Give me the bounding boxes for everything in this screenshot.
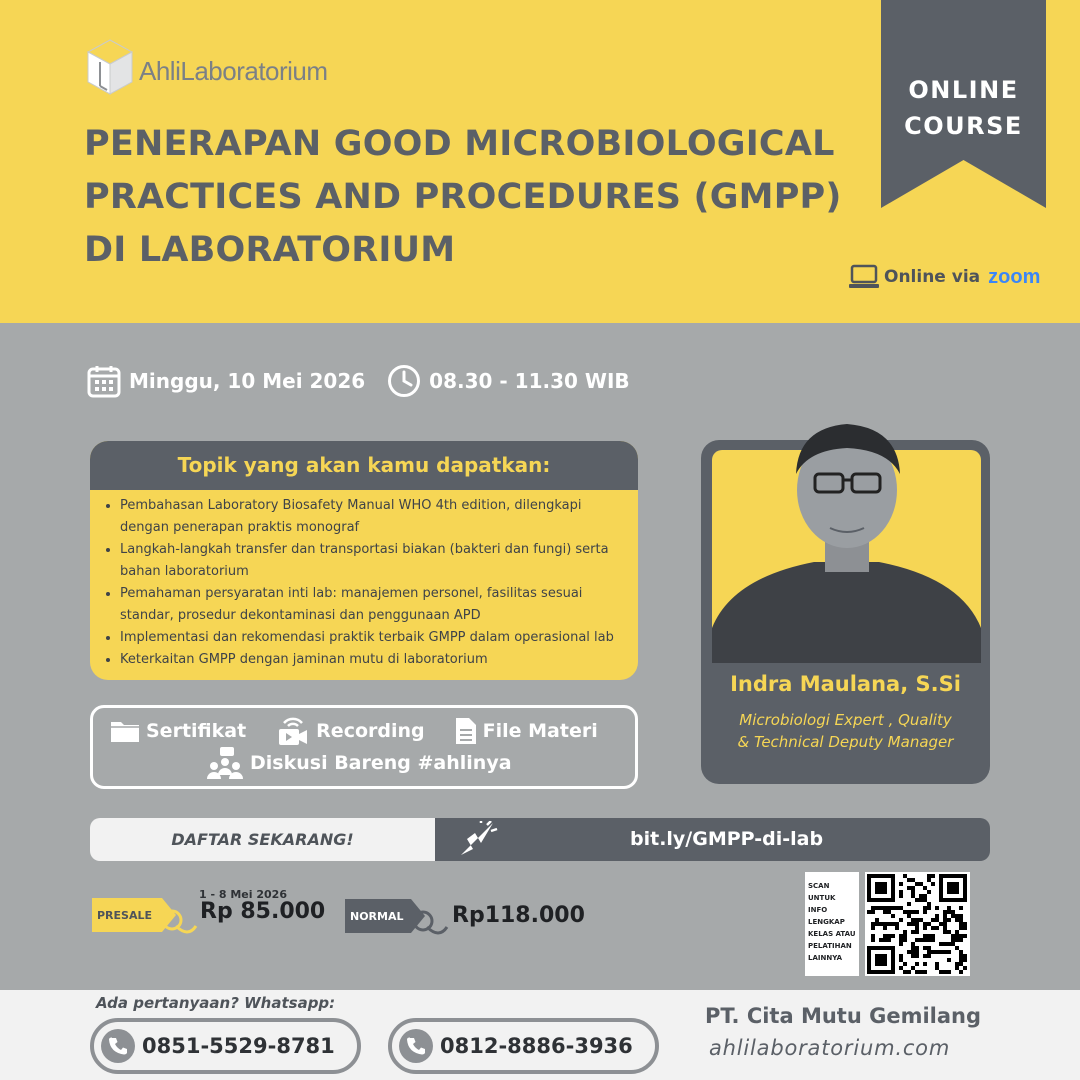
qr-note-line: INFO <box>808 906 828 914</box>
platform-label: Online via <box>884 267 981 287</box>
phone-icon <box>399 1029 433 1063</box>
schedule-date <box>87 364 365 398</box>
whatsapp-contact-2[interactable] <box>388 1018 659 1074</box>
whatsapp-contact-1[interactable] <box>90 1018 361 1074</box>
document-icon <box>455 717 477 745</box>
qr-note-line: LAINNYA <box>808 954 843 962</box>
speaker-role-line-1: Microbiologi Expert , Quality <box>739 711 952 729</box>
ribbon-line-2: COURSE <box>904 112 1023 140</box>
time-text: 08.30 - 11.30 WIB <box>429 369 630 393</box>
topics-heading: Topik yang akan kamu dapatkan: <box>90 441 638 490</box>
brand-logo[interactable] <box>85 38 328 98</box>
topic-item: • Pembahasan Laboratory Biosafety Manual WHO 4th edition, dilengkapi dengan penerapan praktis monograf <box>120 495 628 539</box>
speaker-name: Indra Maulana, S.Si <box>730 672 961 696</box>
topics-card <box>90 441 638 680</box>
topic-item: • Implementasi dan rekomendasi praktik terbaik GMPP dalam operasional lab <box>120 627 628 649</box>
laptop-icon <box>848 264 880 290</box>
platform-info <box>848 264 1040 290</box>
calendar-icon <box>87 364 121 398</box>
register-banner[interactable] <box>90 818 990 861</box>
benefit-certificate-label: Sertifikat <box>146 720 247 742</box>
benefits-row-2 <box>206 746 532 780</box>
date-text: Minggu, 10 Mei 2026 <box>129 369 366 393</box>
cube-logo-icon <box>85 38 135 98</box>
benefit-discussion <box>206 746 512 780</box>
topics-list <box>90 490 638 671</box>
phone-number-1[interactable]: 0851-5529-8781 <box>142 1034 335 1058</box>
topic-item: • Keterkaitan GMPP dengan jaminan mutu di laboratorium <box>120 649 628 671</box>
benefit-recording-label: Recording <box>316 720 425 742</box>
benefit-certificate <box>110 719 246 743</box>
benefit-recording <box>276 715 424 747</box>
title-line-3: DI LABORATORIUM <box>84 230 456 270</box>
speaker-role-line-2: & Technical Deputy Manager <box>737 733 954 751</box>
click-cursor-icon <box>457 821 503 859</box>
company-name: PT. Cita Mutu Gemilang <box>705 1004 982 1028</box>
title-line-1: PENERAPAN GOOD MICROBIOLOGICAL <box>84 124 835 164</box>
contact-question: Ada pertanyaan? Whatsapp: <box>96 994 336 1012</box>
topic-item: • Langkah-langkah transfer dan transportasi biakan (bakteri dan fungi) serta bahan laboratorium <box>120 539 628 583</box>
register-button[interactable]: DAFTAR SEKARANG! <box>90 818 435 861</box>
website-link[interactable]: ahlilaboratorium.com <box>709 1036 951 1060</box>
schedule <box>87 364 630 398</box>
schedule-time <box>387 364 629 398</box>
phone-icon <box>101 1029 135 1063</box>
register-link-area[interactable] <box>435 818 990 861</box>
benefit-material-label: File Materi <box>482 720 598 742</box>
zoom-brand: zoom <box>988 265 1041 288</box>
phone-number-2[interactable]: 0812-8886-3936 <box>440 1034 633 1058</box>
brand-name: AhliLaboratorium <box>139 55 328 86</box>
qr-note-line: SCAN <box>808 882 830 890</box>
speaker-portrait <box>712 450 981 663</box>
qr-note-line: KELAS ATAU <box>808 930 856 938</box>
benefit-material <box>455 717 598 745</box>
qr-note <box>805 872 859 976</box>
benefits-row-1 <box>110 715 618 747</box>
course-title <box>84 118 844 277</box>
topic-item: • Pemahaman persyaratan inti lab: manajemen personel, fasilitas sesuai standar, prosedur dekontaminasi dan penggunaan APD <box>120 583 628 627</box>
presale-label: PRESALE <box>97 909 153 922</box>
qr-note-line: LENGKAP <box>808 918 845 926</box>
group-discussion-icon <box>206 746 244 780</box>
presale-dates: 1 - 8 Mei 2026 <box>199 888 287 901</box>
qr-code-icon <box>865 872 970 976</box>
folder-icon <box>110 719 140 743</box>
ribbon-text <box>881 72 1046 144</box>
normal-price: Rp118.000 <box>452 903 585 928</box>
benefit-discussion-label: Diskusi Bareng #ahlinya <box>250 752 512 774</box>
clock-icon <box>387 364 421 398</box>
normal-label: NORMAL <box>350 910 404 923</box>
qr-note-line: UNTUK <box>808 894 836 902</box>
qr-code[interactable] <box>865 872 970 976</box>
speaker-role <box>701 709 990 753</box>
register-link[interactable]: bit.ly/GMPP-di-lab <box>630 828 824 850</box>
ribbon-line-1: ONLINE <box>908 76 1019 104</box>
qr-note-line: PELATIHAN <box>808 942 852 950</box>
presale-price: Rp 85.000 <box>200 899 326 924</box>
title-line-2: PRACTICES AND PROCEDURES (GMPP) <box>84 177 842 217</box>
speaker-photo <box>712 450 981 663</box>
video-camera-icon <box>276 715 310 747</box>
